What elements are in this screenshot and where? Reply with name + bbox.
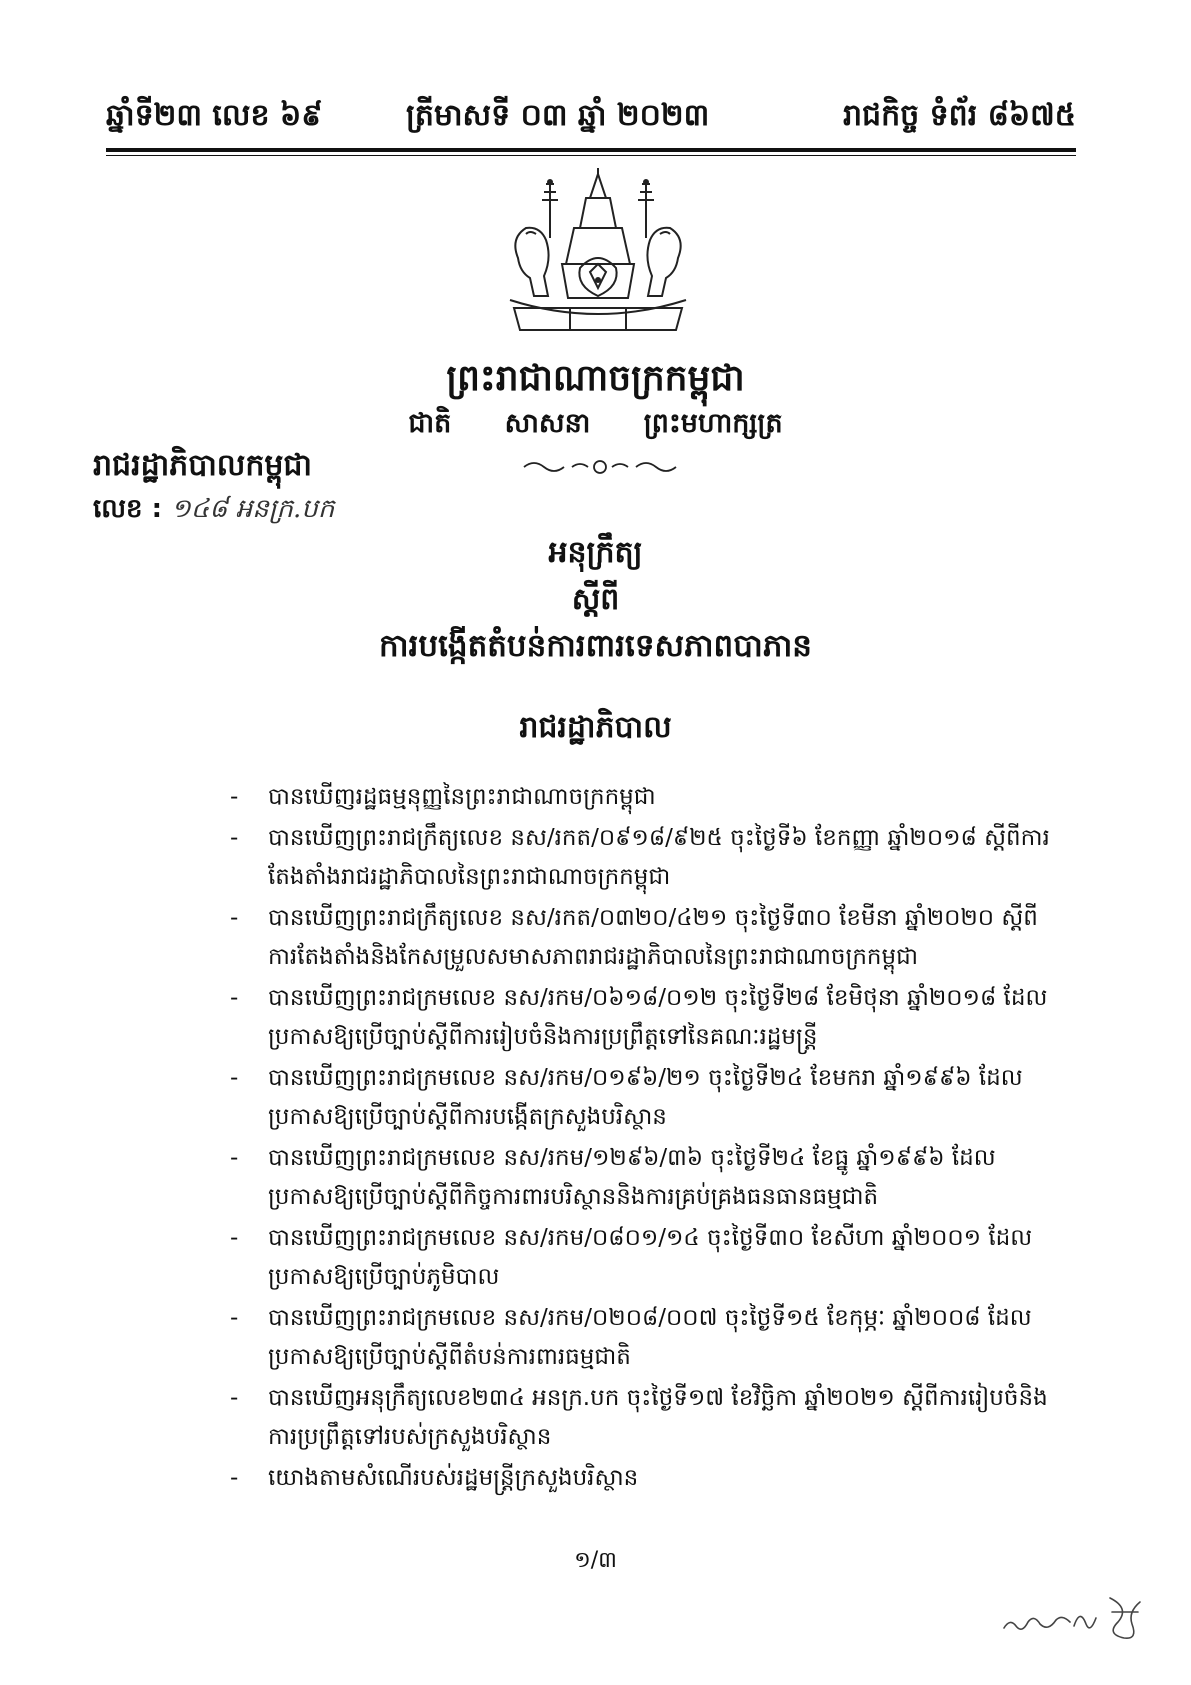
list-item: - បានឃើញព្រះរាជក្រមលេខ នស/រកម/០២០៨/០០៧ ចុះថ្ងៃទី១៥ ខែកុម្ភៈ ឆ្នាំ២០០៨ ដែលប្រកាសឱ្យប្រើច្បាប់ស្តីពីតំបន់ការពារធម្មជាតិ — [230, 1299, 1050, 1377]
national-motto — [0, 407, 1191, 446]
list-item: - បានឃើញព្រះរាជក្រមលេខ នស/រកម/១២៩៦/៣៦ ចុះថ្ងៃទី២៤ ខែធ្នូ ឆ្នាំ១៩៩៦ ដែលប្រកាសឱ្យប្រើច្បាប់ស្តីពីកិច្ចការពារបរិស្ថាននិងការគ្រប់គ្រងធនធានធម្មជាតិ — [230, 1139, 1050, 1217]
ornament-divider-icon — [520, 455, 680, 479]
reference-label: លេខ : — [93, 494, 162, 524]
legal-basis-list — [230, 778, 1050, 1498]
list-item: - បានឃើញព្រះរាជក្រឹត្យលេខ នស/រកត/០៣២០/៤២១ ចុះថ្ងៃទី៣០ ខែមីនា ឆ្នាំ២០២០ ស្តីពីការតែងតាំងនិងកែសម្រួលសមាសភាពរាជរដ្ឋាភិបាលនៃព្រះរាជាណាចក្រកម្ពុជា — [230, 899, 1050, 977]
handwritten-initials-icon — [1000, 1588, 1150, 1648]
list-item: - បានឃើញរដ្ឋធម្មនុញ្ញនៃព្រះរាជាណាចក្រកម្ពុជា — [230, 778, 1050, 817]
issuing-government: រាជរដ្ឋាភិបាលកម្ពុជា — [93, 448, 312, 483]
document-subject: ការបង្កើតតំបន់ការពារទេសភាពបាភាន — [379, 628, 812, 664]
list-item: - បានឃើញព្រះរាជក្រមលេខ នស/រកម/០៦១៨/០១២ ចុះថ្ងៃទី២៨ ខែមិថុនា ឆ្នាំ២០១៨ ដែលប្រកាសឱ្យប្រើច្បាប់ស្តីពីការរៀបចំនិងការប្រព្រឹត្តទៅនៃគណៈរដ្ឋមន្ត្រី — [230, 979, 1050, 1057]
gazette-page: រាជកិច្ច ទំព័រ ៨៦៧៥ — [843, 98, 1076, 133]
reference-value: ១៤៨ អនក្រ.បក — [171, 494, 335, 524]
document-about: ស្តីពី — [571, 582, 620, 617]
motto-religion: សាសនា — [504, 408, 591, 439]
list-item: - យោងតាមសំណើរបស់រដ្ឋមន្ត្រីក្រសួងបរិស្ថាន — [230, 1459, 1050, 1498]
motto-king: ព្រះមហាក្សត្រ — [643, 408, 783, 439]
list-item: - បានឃើញព្រះរាជក្រមលេខ នស/រកម/០៨០១/១៤ ចុះថ្ងៃទី៣០ ខែសីហា ឆ្នាំ២០០១ ដែលប្រកាសឱ្យប្រើច្បាប់ភូមិបាល — [230, 1219, 1050, 1297]
document-type: អនុក្រឹត្យ — [548, 535, 643, 570]
gazette-quarter: ត្រីមាសទី ០៣ ឆ្នាំ ២០២៣ — [406, 98, 710, 133]
reference-number — [93, 492, 334, 530]
gazette-issue: ឆ្នាំទី២៣ លេខ ៦៩ — [106, 98, 323, 133]
list-item: - បានឃើញព្រះរាជក្រឹត្យលេខ នស/រកត/០៩១៨/៩២៥ ចុះថ្ងៃទី៦ ខែកញ្ញា ឆ្នាំ២០១៨ ស្តីពីការតែងតាំងរាជរដ្ឋាភិបាលនៃព្រះរាជាណាចក្រកម្ពុជា — [230, 819, 1050, 897]
section-heading: រាជរដ្ឋាភិបាល — [519, 710, 672, 745]
kingdom-title: ព្រះរាជាណាចក្រកម្ពុជា — [446, 358, 745, 399]
page-number: ១/៣ — [574, 1548, 617, 1573]
header-rule-thick — [106, 148, 1076, 152]
royal-coat-of-arms-icon — [490, 168, 706, 338]
gazette-header — [106, 96, 1076, 138]
motto-nation: ជាតិ — [408, 408, 452, 439]
header-rule-thin — [106, 155, 1076, 156]
list-item: - បានឃើញព្រះរាជក្រមលេខ នស/រកម/០១៩៦/២១ ចុះថ្ងៃទី២៤ ខែមករា ឆ្នាំ១៩៩៦ ដែលប្រកាសឱ្យប្រើច្បាប់ស្តីពីការបង្កើតក្រសួងបរិស្ថាន — [230, 1059, 1050, 1137]
list-item: - បានឃើញអនុក្រឹត្យលេខ២៣៤ អនក្រ.បក ចុះថ្ងៃទី១៧ ខែវិច្ឆិកា ឆ្នាំ២០២១ ស្តីពីការរៀបចំនិងការប្រព្រឹត្តទៅរបស់ក្រសួងបរិស្ថាន — [230, 1379, 1050, 1457]
